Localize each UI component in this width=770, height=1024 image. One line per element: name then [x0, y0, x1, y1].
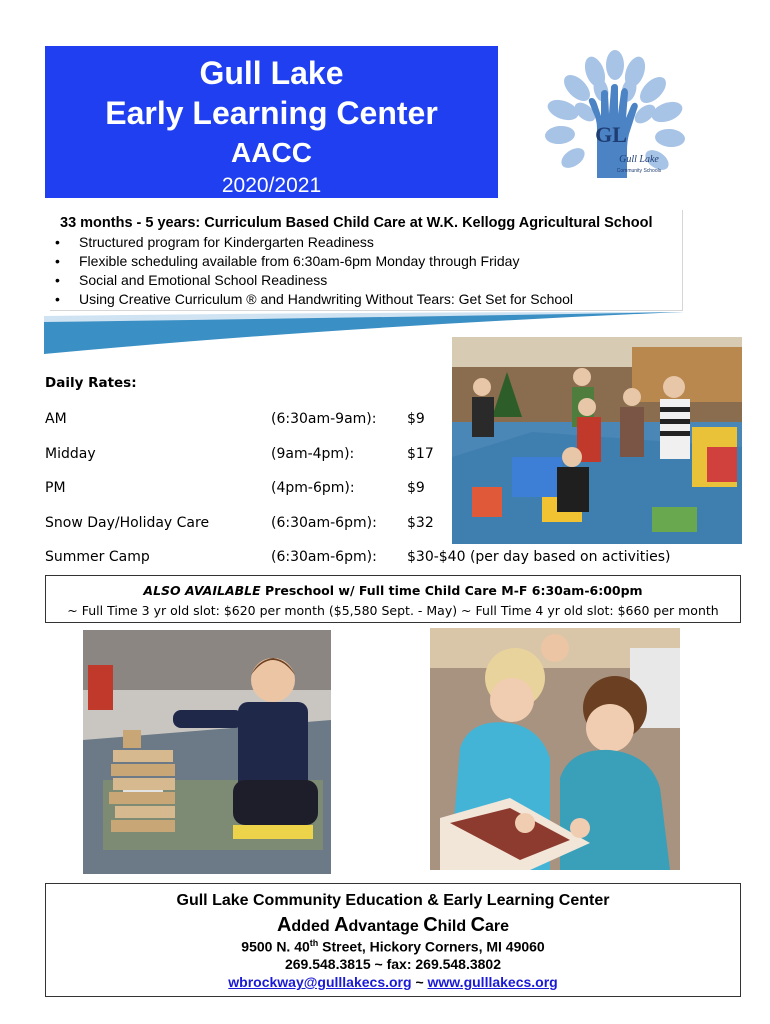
footer-phone: 269.548.3815 ~ fax: 269.548.3802: [284, 956, 502, 972]
footer-address: [46, 938, 740, 955]
program-bullets: [55, 233, 573, 309]
rate-name: Midday: [45, 446, 96, 462]
aacc-word-rest: dvantage: [348, 918, 424, 935]
program-heading: 33 months - 5 years: Curriculum Based Child Care at W.K. Kellogg Agricultural School: [60, 215, 653, 231]
rate-row: [45, 549, 685, 571]
aacc-letter: A: [334, 914, 349, 936]
title-line-1: Gull Lake: [199, 55, 344, 91]
title-line-2: Early Learning Center: [105, 95, 438, 131]
rate-hours: (4pm-6pm):: [271, 480, 355, 496]
daily-rates-heading: Daily Rates:: [45, 375, 137, 391]
email-link[interactable]: wbrockway@gulllakecs.org: [228, 974, 412, 990]
rate-price: $30-$40 (per day based on activities): [407, 549, 671, 565]
list-item: • Structured program for Kindergarten Readiness: [55, 233, 573, 252]
list-item: • Flexible scheduling available from 6:30am-6pm Monday through Friday: [55, 252, 573, 271]
logo-brand: Gull Lake: [619, 154, 659, 165]
title-banner: [45, 46, 498, 198]
aacc-letter: C: [423, 914, 438, 936]
aacc-letter: A: [276, 914, 292, 936]
address-part: 9500 N. 40: [241, 938, 310, 955]
rate-hours: (6:30am-6pm):: [271, 549, 377, 565]
school-year: 2020/2021: [221, 174, 322, 197]
classroom-photo: [452, 337, 742, 544]
link-separator: ~: [411, 974, 428, 990]
address-sup: th: [309, 938, 319, 948]
rate-price: $32: [407, 515, 434, 531]
footer-org-name: Gull Lake Community Education & Early Learning Center: [176, 892, 610, 909]
rate-hours: (6:30am-9am):: [271, 411, 377, 427]
gull-lake-tree-logo: [535, 50, 685, 200]
logo-sub: Community Schools: [616, 168, 662, 174]
aacc-word-rest: are: [485, 918, 510, 935]
title-line-3: AACC: [231, 137, 312, 168]
aacc-letter: C: [470, 914, 486, 936]
rate-name: PM: [45, 480, 66, 496]
logo-letters: GL: [595, 122, 627, 147]
website-link[interactable]: www.gulllakecs.org: [427, 974, 558, 990]
also-available-text: Preschool w/ Full time Child Care M-F 6:30am-6:00pm: [260, 583, 643, 598]
rate-price: $9: [407, 480, 425, 496]
also-available-line-1: [46, 583, 740, 598]
also-available-label: ALSO AVAILABLE: [143, 583, 261, 598]
aacc-word-rest: hild: [437, 918, 471, 935]
also-available-line-2: ~ Full Time 3 yr old slot: $620 per month ($5,580 Sept. - May) ~ Full Time 4 yr old slot: $660 per month: [67, 603, 719, 618]
boy-with-blocks-photo: [83, 630, 331, 874]
rate-price: $17: [407, 446, 434, 462]
rate-name: Summer Camp: [45, 549, 150, 565]
aacc-word-rest: dded: [291, 918, 335, 935]
list-item: • Social and Emotional School Readiness: [55, 271, 573, 290]
footer-contact-box: [45, 883, 741, 997]
address-part: Street, Hickory Corners, MI 49060: [318, 938, 545, 955]
rate-price: $9: [407, 411, 425, 427]
rate-name: AM: [45, 411, 67, 427]
rate-name: Snow Day/Holiday Care: [45, 515, 210, 531]
girls-reading-photo: [430, 628, 680, 870]
rate-hours: (6:30am-6pm):: [271, 515, 377, 531]
list-item: • Using Creative Curriculum ® and Handwriting Without Tears: Get Set for School: [55, 290, 573, 309]
footer-links: [46, 974, 740, 990]
rate-hours: (9am-4pm):: [271, 446, 355, 462]
also-available-box: [45, 575, 741, 623]
footer-aacc: [46, 914, 740, 937]
